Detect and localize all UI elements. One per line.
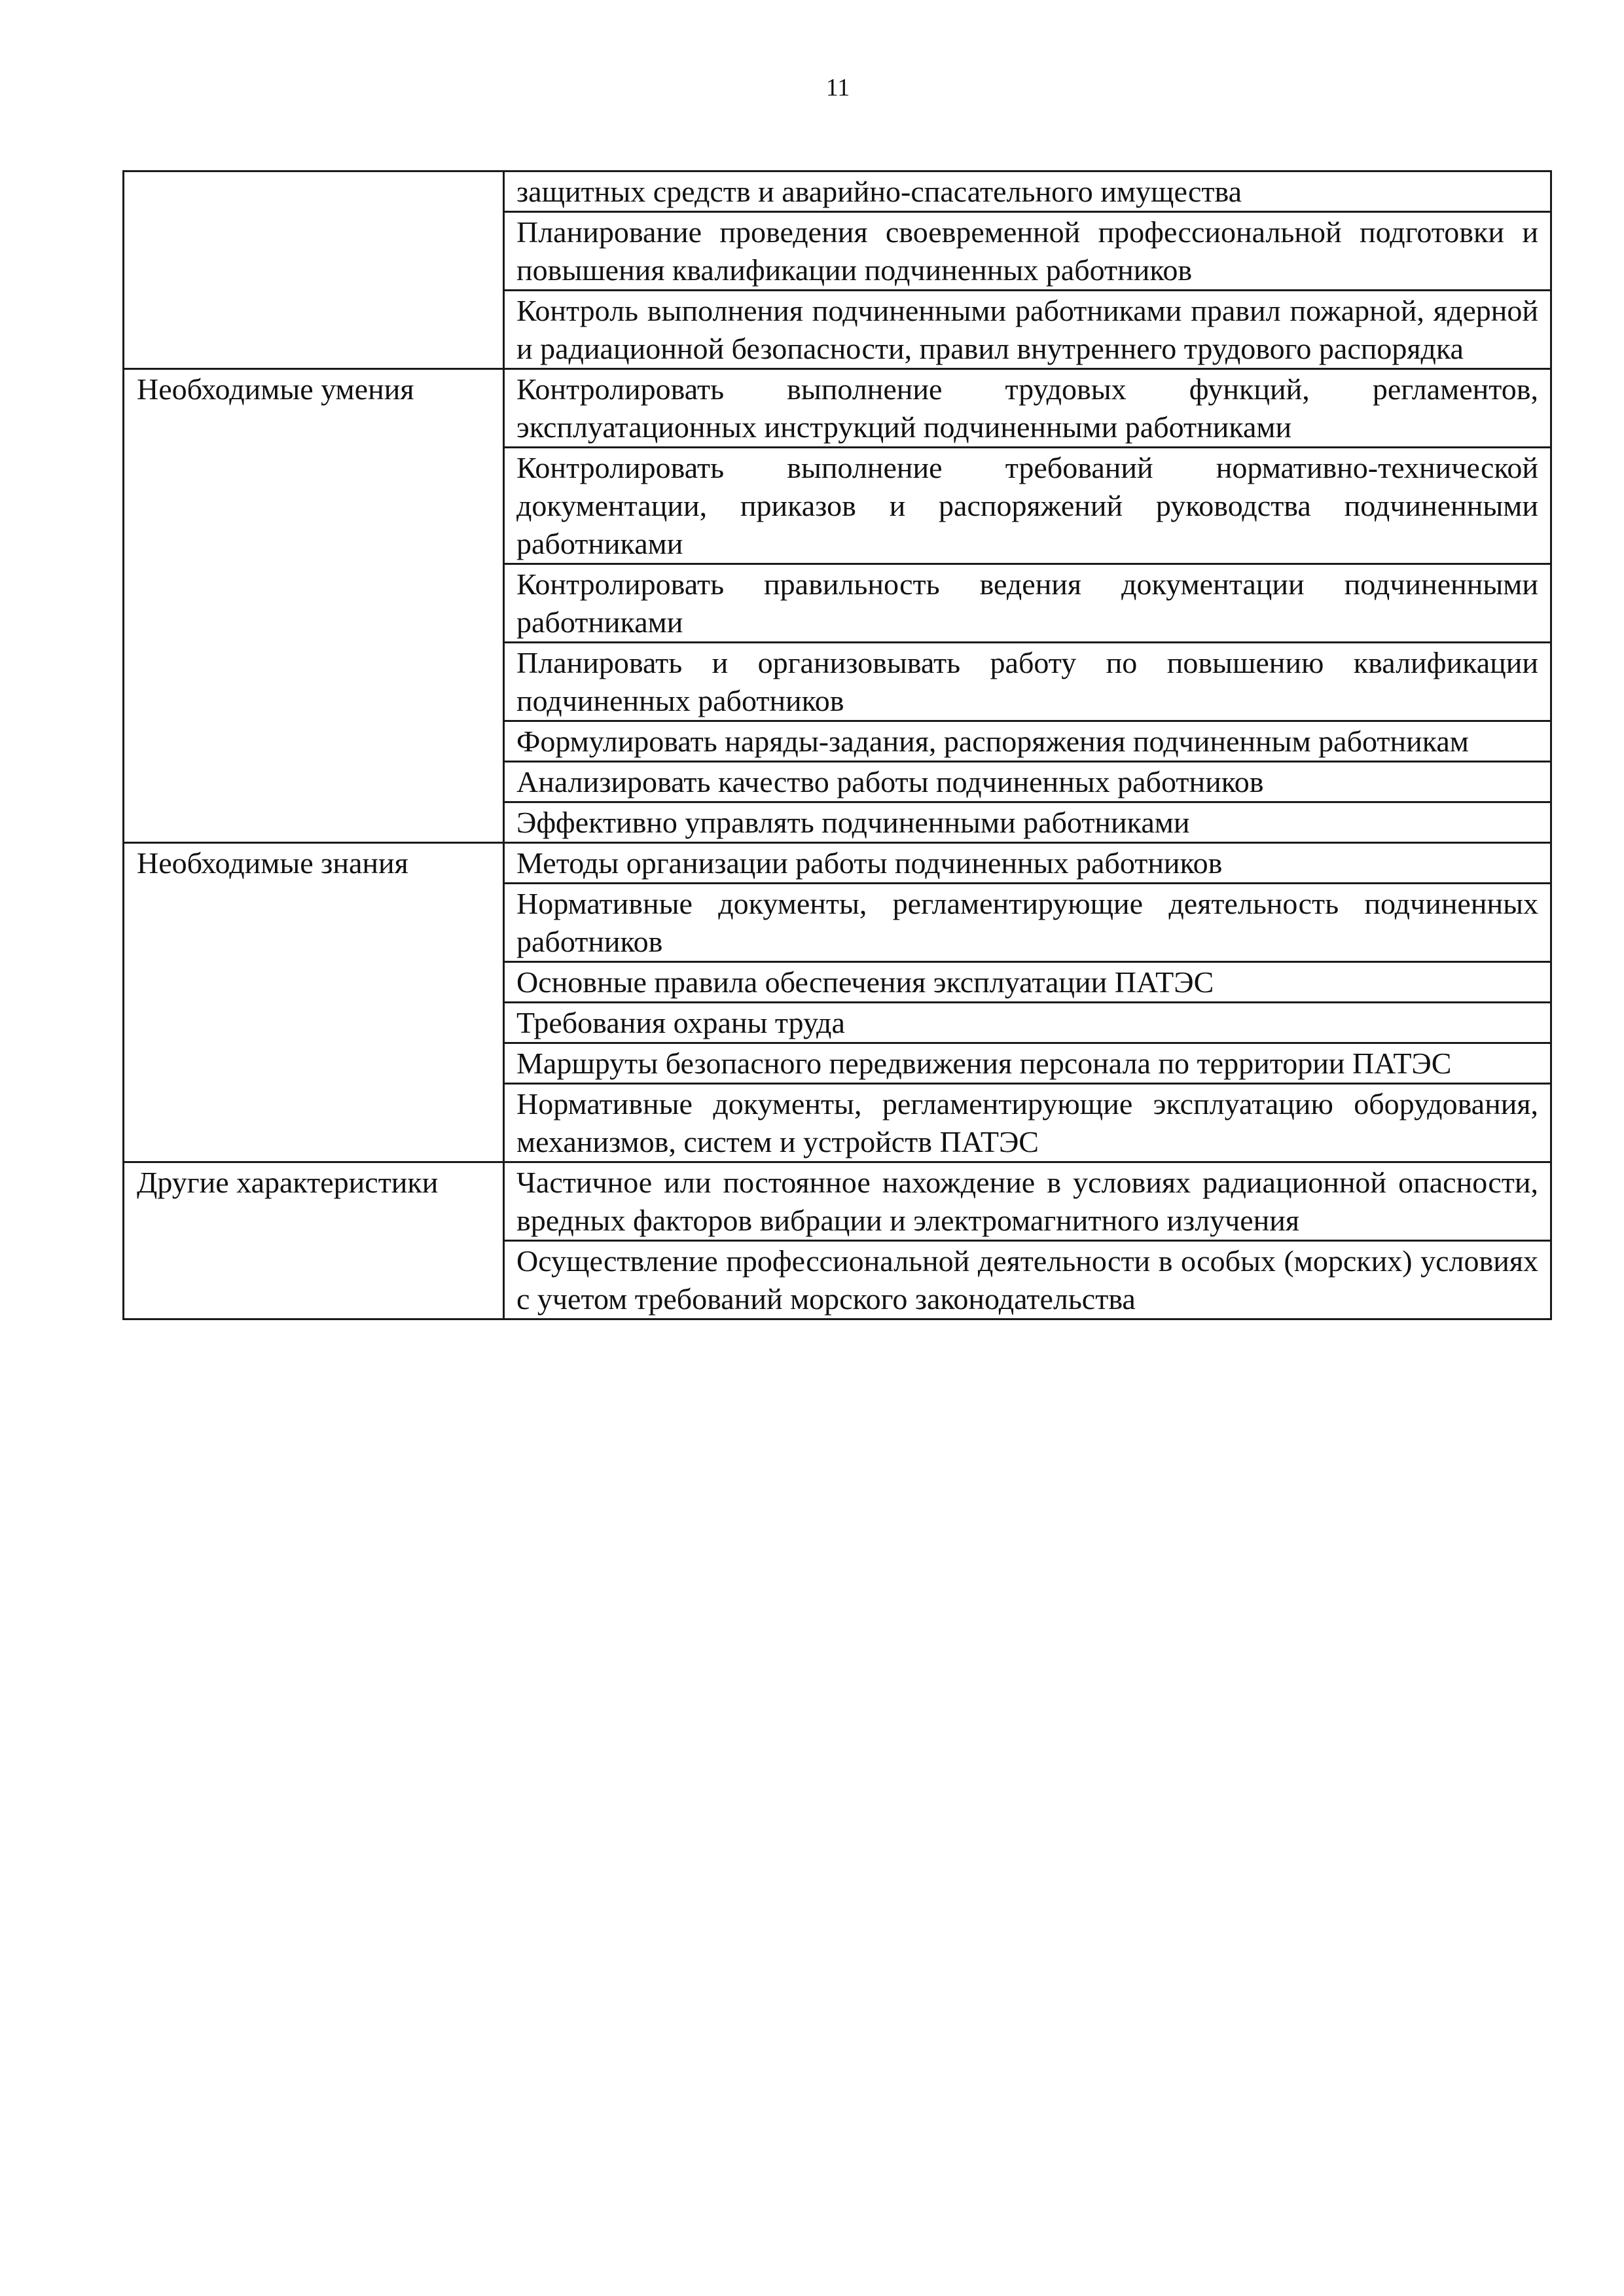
table-row <box>124 369 1551 448</box>
section-label: Необходимые умения <box>124 369 504 843</box>
table-cell: Эффективно управлять подчиненными работниками <box>504 802 1551 843</box>
table-cell: защитных средств и аварийно-спасательного имущества <box>504 171 1551 212</box>
table-cell: Формулировать наряды-задания, распоряжения подчиненным работникам <box>504 721 1551 762</box>
table-cell: Частичное или постоянное нахождение в условиях радиационной опасности, вредных факторов вибрации и электромагнитного излучения <box>504 1162 1551 1241</box>
table-cell: Нормативные документы, регламентирующие эксплуатацию оборудования, механизмов, систем и устройств ПАТЭС <box>504 1084 1551 1162</box>
qualification-table <box>122 170 1552 1320</box>
table-cell: Контролировать выполнение требований нормативно-технической документации, приказов и распоряжений руководства подчиненными работниками <box>504 448 1551 564</box>
table-cell: Нормативные документы, регламентирующие деятельность подчиненных работников <box>504 884 1551 962</box>
section-label: Необходимые знания <box>124 843 504 1162</box>
table-cell: Анализировать качество работы подчиненных работников <box>504 762 1551 802</box>
table-cell: Методы организации работы подчиненных работников <box>504 843 1551 884</box>
section-label <box>124 171 504 369</box>
table-cell: Планировать и организовывать работу по повышению квалификации подчиненных работников <box>504 643 1551 721</box>
table-cell: Осуществление профессиональной деятельности в особых (морских) условиях с учетом требований морского законодательства <box>504 1241 1551 1319</box>
table-cell: Маршруты безопасного передвижения персонала по территории ПАТЭС <box>504 1043 1551 1084</box>
table-cell: Контроль выполнения подчиненными работниками правил пожарной, ядерной и радиационной безопасности, правил внутреннего трудового распорядка <box>504 291 1551 369</box>
table-cell: Требования охраны труда <box>504 1003 1551 1043</box>
table-cell: Планирование проведения своевременной профессиональной подготовки и повышения квалификации подчиненных работников <box>504 212 1551 291</box>
section-label: Другие характеристики <box>124 1162 504 1319</box>
table-row <box>124 171 1551 212</box>
table-cell: Контролировать выполнение трудовых функций, регламентов, эксплуатационных инструкций подчиненными работниками <box>504 369 1551 448</box>
page-number: 11 <box>825 74 850 101</box>
table-cell: Основные правила обеспечения эксплуатации ПАТЭС <box>504 962 1551 1003</box>
table-row <box>124 843 1551 884</box>
table-cell: Контролировать правильность ведения документации подчиненными работниками <box>504 564 1551 643</box>
table-row <box>124 1162 1551 1241</box>
